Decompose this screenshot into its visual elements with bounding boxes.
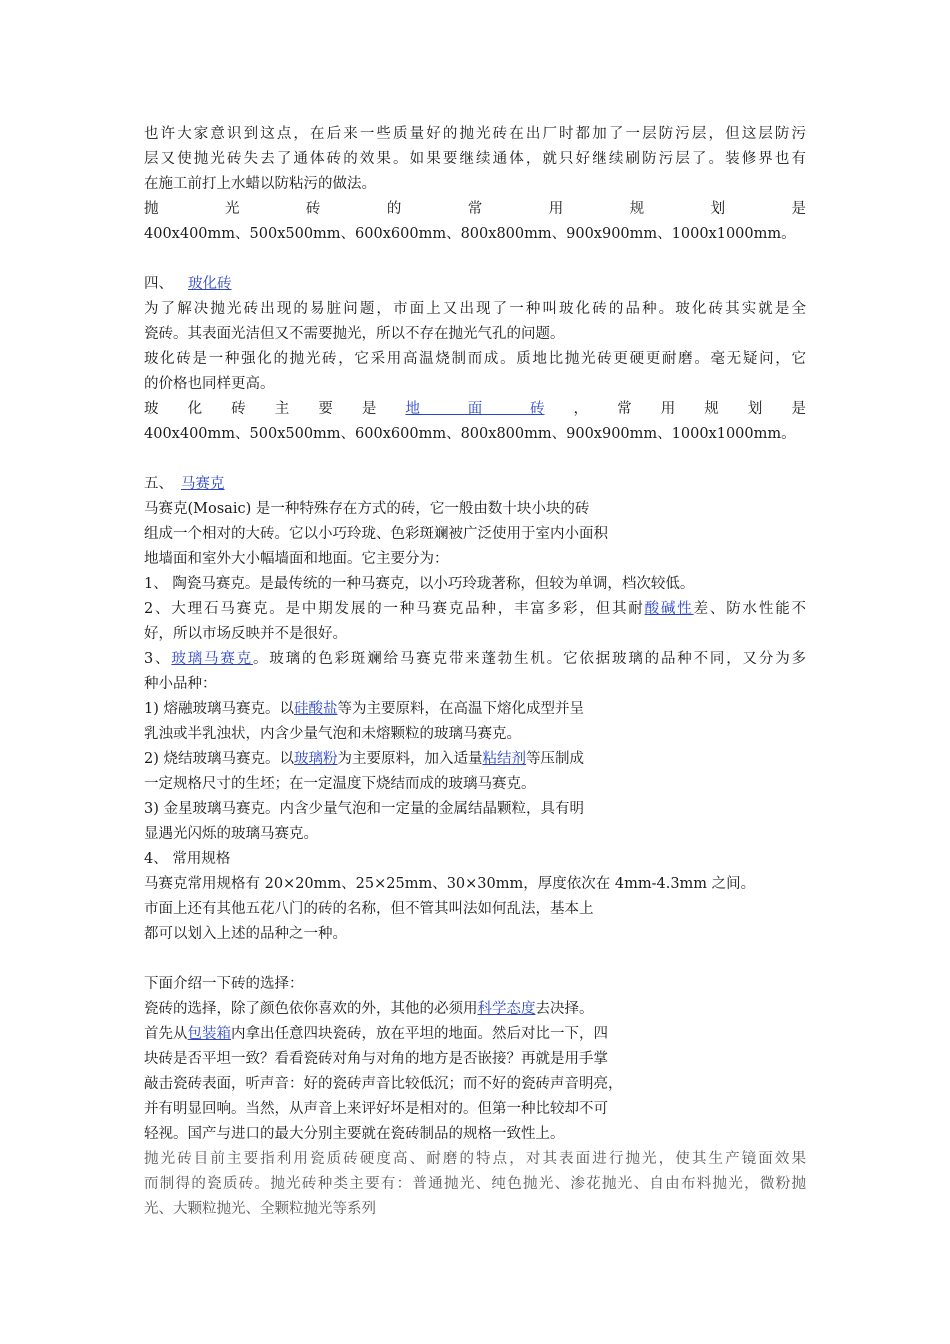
spec-char: 主: [274, 401, 290, 417]
paragraph-line: 瓷砖。其表面光洁但又不需要抛光，所以不存在抛光气孔的问题。: [144, 326, 565, 342]
spec-char: 砖: [305, 201, 321, 217]
list-item: [144, 597, 806, 622]
sub-item-cont: 乳浊或半乳浊状，内含少量气泡和未熔颗粒的玻璃马赛克。: [144, 726, 521, 742]
paragraph-line: 地墙面和室外大小幅墙面和地面。它主要分为：: [144, 551, 449, 567]
paragraph-line: 抛光砖目前主要指利用瓷质砖硬度高、耐磨的特点，对其表面进行抛光，使其生产镜面效果: [144, 1151, 806, 1167]
spec-char: 是: [791, 201, 806, 217]
list-item-cont: 种小品种：: [144, 676, 217, 692]
heading-number: 五、: [144, 476, 173, 492]
text-run: 3、: [144, 651, 172, 667]
paragraph-line: 在施工前打上水蜡以防粘污的做法。: [144, 176, 376, 192]
text-run: 等为主要原料，在高温下熔化成型并呈: [337, 701, 584, 717]
text-run: 内拿出任意四块瓷砖，放在平坦的地面。然后对比一下，四: [231, 1026, 608, 1042]
section-heading-4: [144, 272, 806, 297]
text-run: 2) 烧结玻璃马赛克。以: [144, 751, 294, 767]
spec-line-spaced: [144, 197, 806, 222]
paragraph-line: 而制得的瓷质砖。抛光砖种类主要有：普通抛光、纯色抛光、渗花抛光、自由布料抛光，微粉抛: [144, 1176, 806, 1192]
paragraph-line: 轻视。国产与进口的最大分别主要就在瓷砖制品的规格一致性上。: [144, 1126, 565, 1142]
paragraph-line: 马赛克常用规格有 20×20mm、25×25mm、30×30mm，厚度依次在 4mm-4.3mm 之间。: [144, 876, 756, 892]
spec-char: 用: [660, 401, 676, 417]
text-run: 1) 熔融玻璃马赛克。以: [144, 701, 294, 717]
text-run: 等压制成: [526, 751, 584, 767]
spec-char: 抛: [144, 201, 159, 217]
spec-char: 划: [747, 401, 763, 417]
link-mosaic[interactable]: 马赛克: [181, 476, 225, 492]
list-item: [144, 647, 806, 672]
paragraph-line: 下面介绍一下砖的选择：: [144, 976, 304, 992]
section-heading-5: [144, 472, 806, 497]
spec-char: 化: [187, 401, 203, 417]
paragraph-line: 层又使抛光砖失去了通体砖的效果。如果要继续通体，就只好继续刷防污层了。装修界也有: [144, 151, 806, 167]
paragraph-line: 块砖是否平坦一致？看看瓷砖对角与对角的地方是否嵌接？再就是用手掌: [144, 1051, 608, 1067]
link-scientific-attitude[interactable]: 科学态度: [477, 1001, 536, 1017]
text-run: 。玻璃的色彩斑斓给马赛克带来蓬勃生机。它依据玻璃的品种不同，又分为多: [252, 651, 807, 667]
spec-char: 常: [467, 201, 483, 217]
list-item: 4、 常用规格: [144, 851, 231, 867]
heading-number: 四、: [144, 276, 173, 292]
spec-char: 砖: [231, 401, 246, 417]
text-run: 瓷砖的选择，除了颜色依你喜欢的外，其他的必须用: [144, 1001, 478, 1017]
paragraph-line: 组成一个相对的大砖。它以小巧玲珑、色彩斑斓被广泛使用于室内小面积: [144, 526, 608, 542]
spec-char: 规: [704, 401, 719, 417]
sub-item-cont: 一定规格尺寸的生坯；在一定温度下烧结而成的玻璃马赛克。: [144, 776, 536, 792]
link-silicate[interactable]: 硅酸盐: [294, 701, 338, 717]
link-binder[interactable]: 粘结剂: [482, 751, 526, 767]
paragraph-line: 为了解决抛光砖出现的易脏问题，市面上又出现了一种叫玻化砖的品种。玻化砖其实就是全: [144, 301, 806, 317]
paragraph-line: 光、大颗粒抛光、全颗粒抛光等系列: [144, 1201, 376, 1217]
text-run: 为主要原料，加入适量: [337, 751, 483, 767]
sub-item-cont: 显遇光闪烁的玻璃马赛克。: [144, 826, 318, 842]
link-acid-alkali[interactable]: 酸碱性: [644, 601, 694, 617]
link-floor-tile[interactable]: 地面砖: [405, 401, 545, 417]
paragraph-line: 玻化砖是一种强化的抛光砖，它采用高温烧制而成。质地比抛光砖更硬更耐磨。毫无疑问，它: [144, 351, 806, 367]
paragraph-line: 也许大家意识到这点，在后来一些质量好的抛光砖在出厂时都加了一层防污层，但这层防污: [144, 126, 806, 142]
spec-char: 玻: [144, 401, 159, 417]
link-packing-box[interactable]: 包装箱: [187, 1026, 231, 1042]
spec-line-spaced: [144, 397, 806, 422]
link-glass-powder[interactable]: 玻璃粉: [294, 751, 338, 767]
spec-sizes: 400x400mm、500x500mm、600x600mm、800x800mm、900x900mm、1000x1000mm。: [144, 426, 796, 442]
sub-item: [144, 697, 806, 722]
spec-char: 是: [361, 401, 377, 417]
sub-item: 3) 金星玻璃马赛克。内含少量气泡和一定量的金属结晶颗粒，具有明: [144, 801, 584, 817]
list-item-cont: 好，所以市场反映并不是很好。: [144, 626, 347, 642]
spec-char: 用: [548, 201, 564, 217]
document-body: [144, 122, 806, 1222]
spec-char: 划: [710, 201, 726, 217]
sub-item: [144, 747, 806, 772]
spec-char: 是: [791, 401, 806, 417]
paragraph-line: 的价格也同样更高。: [144, 376, 275, 392]
link-glass-mosaic[interactable]: 玻璃马赛克: [171, 651, 253, 667]
text-run: 差、防水性能不: [693, 601, 807, 617]
spec-char: 规: [629, 201, 645, 217]
paragraph-line: 敲击瓷砖表面，听声音：好的瓷砖声音比较低沉；而不好的瓷砖声音明亮，: [144, 1076, 623, 1092]
text-run: 2、大理石马赛克。是中期发展的一种马赛克品种，丰富多彩，但其耐: [144, 601, 645, 617]
paragraph-line: [144, 997, 806, 1022]
spec-sizes: 400x400mm、500x500mm、600x600mm、800x800mm、900x900mm、1000x1000mm。: [144, 226, 796, 242]
spec-char: 常: [617, 401, 632, 417]
paragraph-line: 市面上还有其他五花八门的砖的名称，但不管其叫法如何乱法，基本上: [144, 901, 594, 917]
link-glazed-tile[interactable]: 玻化砖: [188, 276, 232, 292]
spec-char: 要: [318, 401, 333, 417]
text-run: 首先从: [144, 1026, 188, 1042]
list-item: 1、 陶瓷马赛克。是最传统的一种马赛克，以小巧玲珑著称，但较为单调，档次较低。: [144, 576, 695, 592]
paragraph-line: 并有明显回响。当然，从声音上来评好坏是相对的。但第一种比较却不可: [144, 1101, 608, 1117]
paragraph-line: [144, 1022, 806, 1047]
spec-char: ，: [573, 401, 589, 417]
paragraph-line: 马赛克(Mosaic) 是一种特殊存在方式的砖，它一般由数十块小块的砖: [144, 501, 590, 517]
text-run: 去决择。: [535, 1001, 594, 1017]
spec-char: 的: [386, 201, 402, 217]
paragraph-line: 都可以划入上述的品种之一种。: [144, 926, 347, 942]
spec-char: 光: [224, 201, 240, 217]
